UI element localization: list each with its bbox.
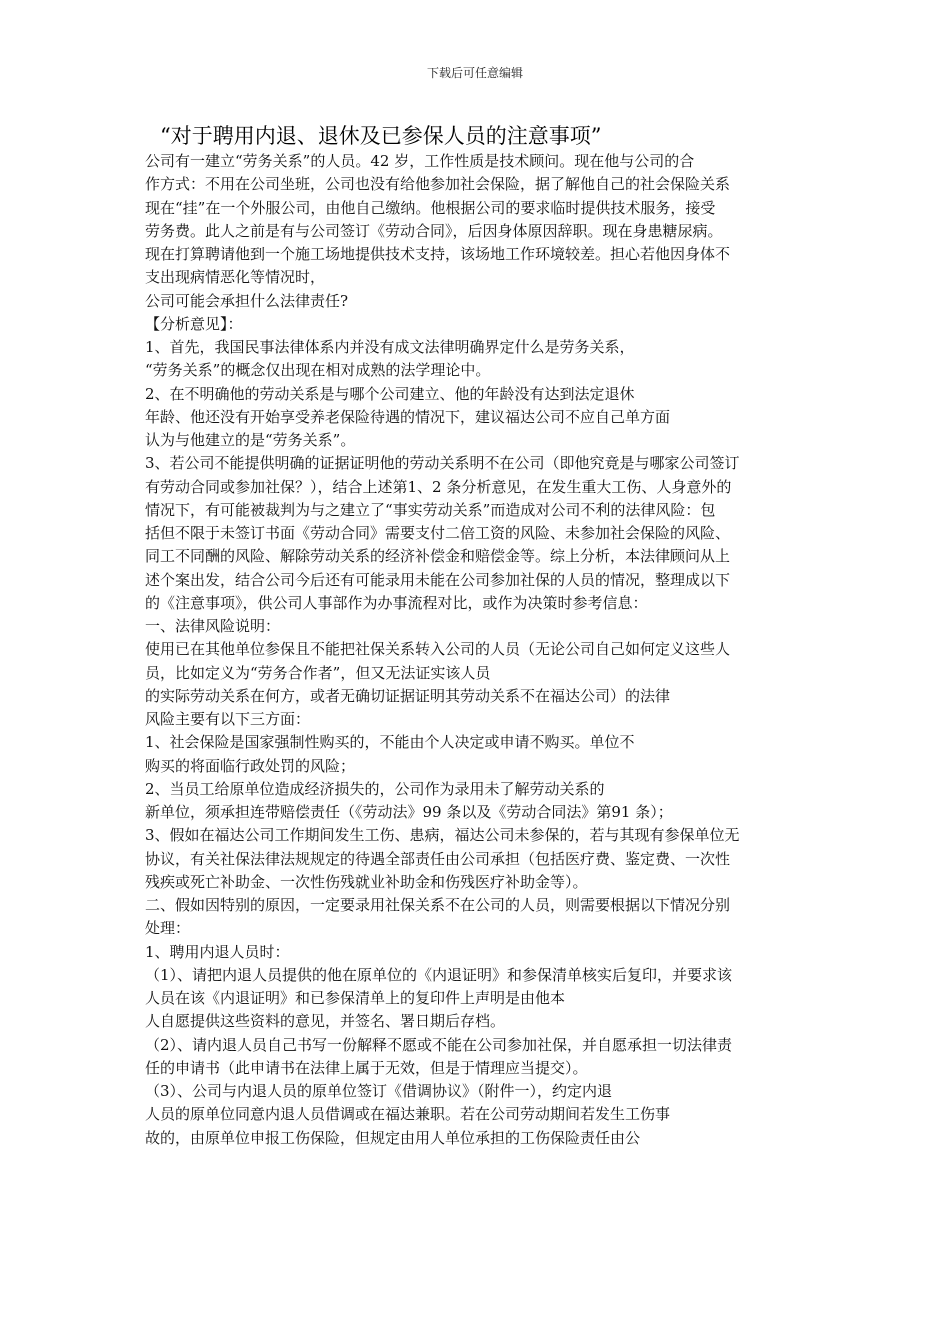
body-line: 现在“挂”在一个外服公司，由他自己缴纳。他根据公司的要求临时提供技术服务，接受 xyxy=(145,198,716,217)
body-line: （2）、请内退人员自己书写一份解释不愿或不能在公司参加社保，并自愿承担一切法律责 xyxy=(145,1035,733,1054)
body-line: （3）、公司与内退人员的原单位签订《借调协议》（附件一），约定内退 xyxy=(145,1082,613,1100)
body-line: 的《注意事项》，供公司人事部作为办事流程对比，或作为决策时参考信息： xyxy=(145,593,648,612)
body-line: 劳务费。此人之前是有与公司签订《劳动合同》，后因身体原因辞职。现在身患糖尿病。 xyxy=(145,221,723,240)
body-line: 一、法律风险说明： xyxy=(145,617,281,635)
body-line: 的实际劳动关系在何方，或者无确切证据证明其劳动关系不在福达公司）的法律 xyxy=(145,686,671,705)
body-line: 人员的原单位同意内退人员借调或在福达兼职。若在公司劳动期间若发生工伤事 xyxy=(145,1105,671,1124)
body-line: 员，比如定义为“劳务合作者”，但又无法证实该人员 xyxy=(145,663,491,682)
page-header: 下载后可任意编辑 xyxy=(426,66,523,80)
body-line: 作方式：不用在公司坐班，公司也没有给他参加社会保险，据了解他自己的社会保险关系 xyxy=(145,175,731,194)
body-line: 1、首先，我国民事法律体系内并没有成文法律明确界定什么是劳务关系， xyxy=(145,338,635,356)
body-line: 支出现病情恶化等情况时， xyxy=(145,268,326,287)
body-line: 1、聘用内退人员时： xyxy=(145,942,290,961)
body-line: 3、假如在福达公司工作期间发生工伤、患病，福达公司未参保的，若与其现有参保单位无 xyxy=(145,826,740,845)
body-line: 使用已在其他单位参保且不能把社保关系转入公司的人员（无论公司自己如何定义这些人 xyxy=(145,640,731,659)
body-line: 现在打算聘请他到一个施工场地提供技术支持，该场地工作环境较差。担心若他因身体不 xyxy=(145,245,731,263)
body-line: 年龄、他还没有开始享受养老保险待遇的情况下，建议福达公司不应自己单方面 xyxy=(145,407,671,426)
body-line: 【分析意见】： xyxy=(145,314,243,333)
body-line: 公司有一建立“劳务关系”的人员。42 岁，工作性质是技术顾问。现在他与公司的合 xyxy=(145,152,695,170)
body-line: 处理： xyxy=(145,919,191,938)
body-line: 任的申请书（此申请书在法律上属于无效，但是于情理应当提交）。 xyxy=(145,1058,588,1077)
body-line: 残疾或死亡补助金、一次性伤残就业补助金和伤残医疗补助金等）。 xyxy=(145,872,588,891)
body-line: 风险主要有以下三方面： xyxy=(145,710,311,728)
body-line: 述个案出发，结合公司今后还有可能录用未能在公司参加社保的人员的情况，整理成以下 xyxy=(145,570,731,589)
body-line: 1、社会保险是国家强制性购买的，不能由个人决定或申请不购买。单位不 xyxy=(145,733,635,752)
body-line: 有劳动合同或参加社保？），结合上述第1、2 条分析意见，在发生重大工伤、人身意外的 xyxy=(145,477,732,496)
body-line: 同工不同酬的风险、解除劳动关系的经济补偿金和赔偿金等。综上分析，本法律顾问从上 xyxy=(145,547,731,566)
document-title: “对于聘用内退、退休及已参保人员的注意事项” xyxy=(160,124,602,148)
body-line: 3、若公司不能提供明确的证据证明他的劳动关系明不在公司（即他究竟是与哪家公司签订 xyxy=(145,454,740,473)
document-body xyxy=(145,150,815,1150)
body-line: 协议，有关社保法律法规规定的待遇全部责任由公司承担（包括医疗费、鉴定费、一次性 xyxy=(145,849,731,868)
body-line: 2、当员工给原单位造成经济损失的，公司作为录用未了解劳动关系的 xyxy=(145,779,605,798)
body-line: 人员在该《内退证明》和已参保清单上的复印件上声明是由他本 xyxy=(145,989,566,1007)
body-line: 二、假如因特别的原因，一定要录用社保关系不在公司的人员，则需要根据以下情况分别 xyxy=(145,896,731,914)
body-line: 2、在不明确他的劳动关系是与哪个公司建立、他的年龄没有达到法定退休 xyxy=(145,384,635,403)
body-line: “劳务关系”的概念仅出现在相对成熟的法学理论中。 xyxy=(145,361,491,380)
body-line: 购买的将面临行政处罚的风险； xyxy=(145,756,356,775)
body-line: 故的，由原单位申报工伤保险，但规定由用人单位承担的工伤保险责任由公 xyxy=(145,1128,641,1147)
body-line: 括但不限于未签订书面《劳动合同》需要支付二倍工资的风险、未参加社会保险的风险、 xyxy=(145,524,731,542)
body-line: 公司可能会承担什么法律责任? xyxy=(145,291,349,310)
body-line: （1）、请把内退人员提供的他在原单位的《内退证明》和参保清单核实后复印，并要求该 xyxy=(145,965,733,984)
body-line: 人自愿提供这些资料的意见，并签名、署日期后存档。 xyxy=(145,1012,506,1031)
body-line: 情况下，有可能被裁判为与之建立了“事实劳动关系”而造成对公司不利的法律风险：包 xyxy=(145,500,716,519)
body-line: 新单位，须承担连带赔偿责任（《劳动法》99 条以及《劳动合同法》第91 条）； xyxy=(145,803,673,821)
body-line: 认为与他建立的是“劳务关系”。 xyxy=(145,431,356,449)
